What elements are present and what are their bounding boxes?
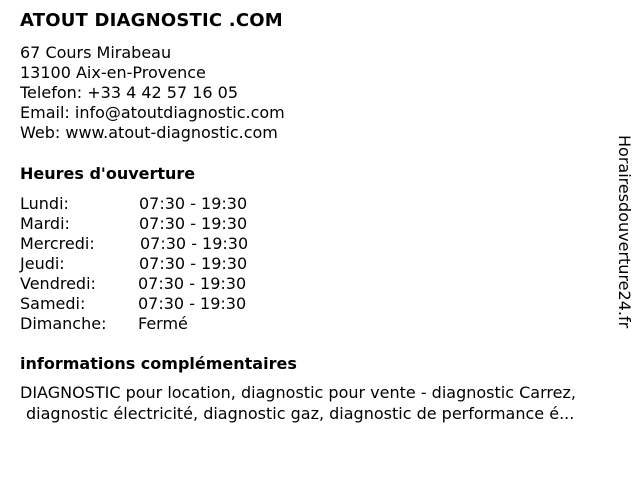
day-label: Vendredi: [20,274,96,293]
site-watermark: Horairesdouverture24.fr [615,135,634,329]
time-value: 07:30 - 19:30 [139,254,248,273]
business-name: ATOUT DIAGNOSTIC .COM [20,10,283,31]
website: Web: www.atout-diagnostic.com [20,123,278,142]
info-line-2: diagnostic électricité, diagnostic gaz, diagnostic de performance é... [26,404,575,423]
day-label: Mercredi: [20,234,95,253]
time-value: 07:30 - 19:30 [138,274,247,293]
email-address: Email: info@atoutdiagnostic.com [20,103,285,122]
opening-hours-heading: Heures d'ouverture [20,164,196,183]
time-value: Fermé [138,314,188,333]
day-label: Mardi: [20,214,70,233]
time-value: 07:30 - 19:30 [138,294,247,313]
day-label: Lundi: [20,194,69,213]
business-contact [20,43,285,143]
day-label: Samedi: [20,294,86,313]
time-value: 07:30 - 19:30 [140,234,249,253]
street-address: 67 Cours Mirabeau [20,43,172,62]
time-value: 07:30 - 19:30 [139,194,248,213]
day-label: Dimanche: [20,314,107,333]
additional-info-text [20,382,632,424]
info-line-1: DIAGNOSTIC pour location, diagnostic pour vente - diagnostic Carrez, [20,383,576,402]
phone-number: Telefon: +33 4 42 57 16 05 [20,83,239,102]
time-value: 07:30 - 19:30 [139,214,248,233]
additional-info-heading: informations complémentaires [20,354,297,373]
city-postcode: 13100 Aix-en-Provence [20,63,206,82]
day-label: Jeudi: [20,254,65,273]
